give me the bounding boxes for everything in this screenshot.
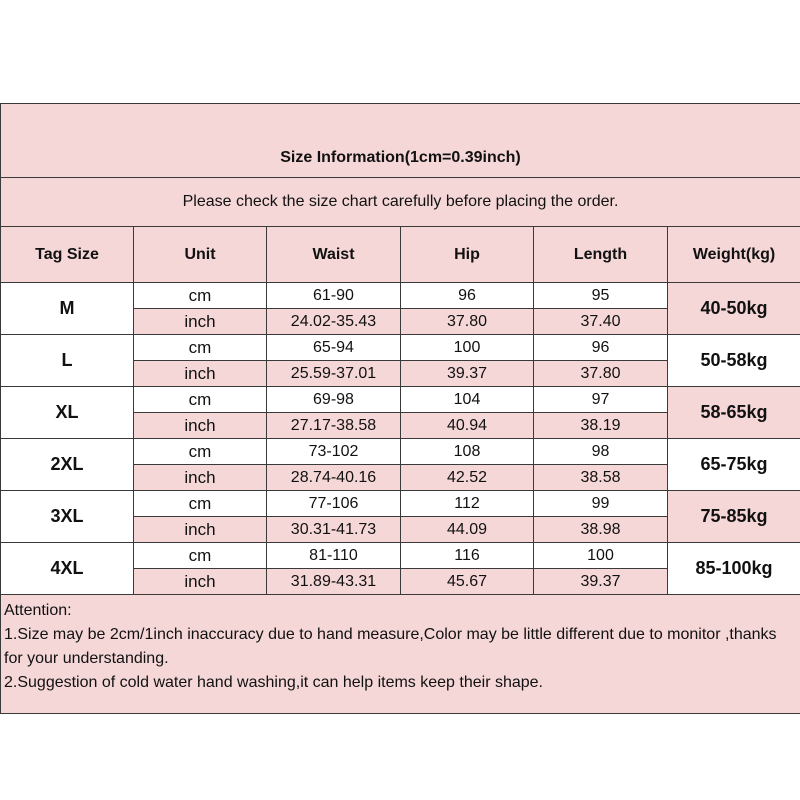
waist-cell: 61-90 bbox=[267, 283, 401, 309]
hip-cell: 100 bbox=[401, 335, 534, 361]
tag-size-cell: XL bbox=[1, 387, 134, 439]
tag-size-cell: 3XL bbox=[1, 491, 134, 543]
weight-cell: 50-58kg bbox=[668, 335, 800, 387]
size-row-cm bbox=[1, 491, 800, 517]
hip-cell: 112 bbox=[401, 491, 534, 517]
unit-cell: cm bbox=[134, 335, 267, 361]
tag-size-cell: 2XL bbox=[1, 439, 134, 491]
waist-cell: 69-98 bbox=[267, 387, 401, 413]
length-cell: 95 bbox=[534, 283, 668, 309]
hip-cell: 44.09 bbox=[401, 517, 534, 543]
unit-cell: inch bbox=[134, 517, 267, 543]
tag-size-cell: M bbox=[1, 283, 134, 335]
unit-cell: inch bbox=[134, 465, 267, 491]
header-length: Length bbox=[534, 227, 668, 283]
waist-cell: 30.31-41.73 bbox=[267, 517, 401, 543]
unit-cell: cm bbox=[134, 439, 267, 465]
unit-cell: cm bbox=[134, 387, 267, 413]
length-cell: 100 bbox=[534, 543, 668, 569]
header-weight: Weight(kg) bbox=[668, 227, 800, 283]
waist-cell: 28.74-40.16 bbox=[267, 465, 401, 491]
size-row-cm bbox=[1, 439, 800, 465]
waist-cell: 27.17-38.58 bbox=[267, 413, 401, 439]
length-cell: 37.40 bbox=[534, 309, 668, 335]
waist-cell: 77-106 bbox=[267, 491, 401, 517]
waist-cell: 31.89-43.31 bbox=[267, 569, 401, 595]
waist-cell: 24.02-35.43 bbox=[267, 309, 401, 335]
length-cell: 38.58 bbox=[534, 465, 668, 491]
chart-title: Size Information(1cm=0.39inch) bbox=[1, 104, 800, 178]
weight-cell: 40-50kg bbox=[668, 283, 800, 335]
length-cell: 96 bbox=[534, 335, 668, 361]
unit-cell: inch bbox=[134, 569, 267, 595]
length-cell: 38.19 bbox=[534, 413, 668, 439]
unit-cell: cm bbox=[134, 491, 267, 517]
unit-cell: inch bbox=[134, 413, 267, 439]
hip-cell: 39.37 bbox=[401, 361, 534, 387]
waist-cell: 65-94 bbox=[267, 335, 401, 361]
waist-cell: 81-110 bbox=[267, 543, 401, 569]
size-row-cm bbox=[1, 543, 800, 569]
header-tag-size: Tag Size bbox=[1, 227, 134, 283]
hip-cell: 40.94 bbox=[401, 413, 534, 439]
length-cell: 37.80 bbox=[534, 361, 668, 387]
weight-cell: 85-100kg bbox=[668, 543, 800, 595]
unit-cell: cm bbox=[134, 283, 267, 309]
length-cell: 97 bbox=[534, 387, 668, 413]
attention-line-2: 2.Suggestion of cold water hand washing,it can help items keep their shape. bbox=[4, 674, 543, 691]
unit-cell: inch bbox=[134, 309, 267, 335]
header-hip: Hip bbox=[401, 227, 534, 283]
unit-cell: cm bbox=[134, 543, 267, 569]
hip-cell: 104 bbox=[401, 387, 534, 413]
unit-cell: inch bbox=[134, 361, 267, 387]
attention-notes bbox=[1, 595, 800, 714]
hip-cell: 42.52 bbox=[401, 465, 534, 491]
weight-cell: 65-75kg bbox=[668, 439, 800, 491]
tag-size-cell: 4XL bbox=[1, 543, 134, 595]
weight-cell: 75-85kg bbox=[668, 491, 800, 543]
attention-heading: Attention: bbox=[4, 602, 72, 619]
length-cell: 98 bbox=[534, 439, 668, 465]
hip-cell: 37.80 bbox=[401, 309, 534, 335]
size-row-cm bbox=[1, 283, 800, 309]
length-cell: 99 bbox=[534, 491, 668, 517]
length-cell: 38.98 bbox=[534, 517, 668, 543]
size-row-cm bbox=[1, 387, 800, 413]
hip-cell: 96 bbox=[401, 283, 534, 309]
size-chart-table bbox=[0, 103, 800, 714]
header-unit: Unit bbox=[134, 227, 267, 283]
weight-cell: 58-65kg bbox=[668, 387, 800, 439]
size-row-cm bbox=[1, 335, 800, 361]
hip-cell: 108 bbox=[401, 439, 534, 465]
header-waist: Waist bbox=[267, 227, 401, 283]
waist-cell: 25.59-37.01 bbox=[267, 361, 401, 387]
attention-line-1: 1.Size may be 2cm/1inch inaccuracy due to hand measure,Color may be little different due to monitor ,thanks for your understanding. bbox=[4, 626, 777, 667]
tag-size-cell: L bbox=[1, 335, 134, 387]
hip-cell: 45.67 bbox=[401, 569, 534, 595]
waist-cell: 73-102 bbox=[267, 439, 401, 465]
length-cell: 39.37 bbox=[534, 569, 668, 595]
hip-cell: 116 bbox=[401, 543, 534, 569]
order-notice: Please check the size chart carefully before placing the order. bbox=[1, 178, 800, 227]
